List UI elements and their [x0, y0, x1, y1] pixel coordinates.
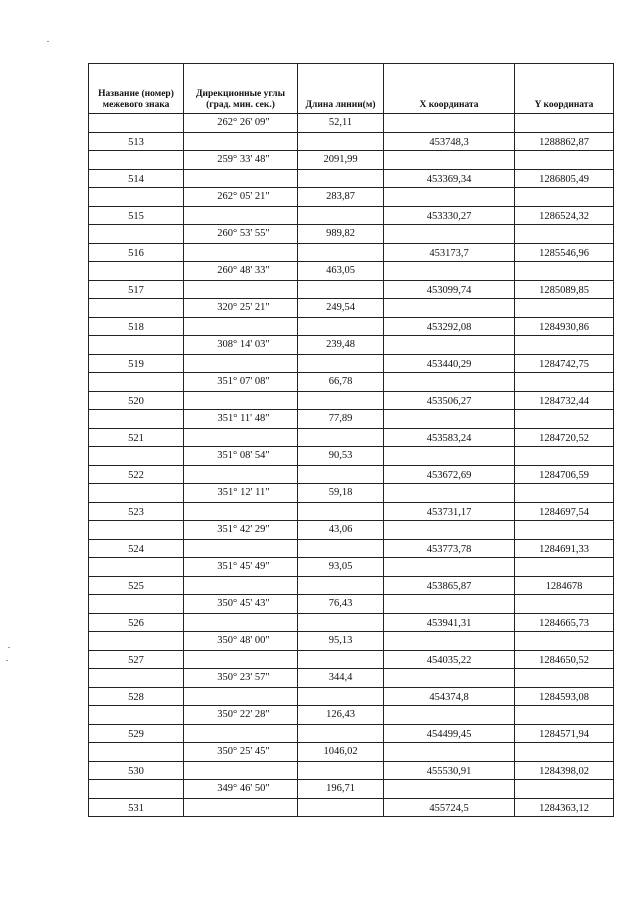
cell-angle: 320° 25' 21"	[184, 299, 298, 318]
table-row	[89, 410, 614, 429]
cell-x: 453731,17	[384, 502, 515, 521]
cell-angle: 350° 48' 00"	[184, 632, 298, 651]
cell-y: 1284678	[515, 576, 614, 595]
cell-name	[89, 336, 184, 355]
cell-angle: 349° 46' 50"	[184, 780, 298, 799]
cell-x	[384, 447, 515, 466]
cell-length: 196,71	[298, 780, 384, 799]
cell-length	[298, 317, 384, 336]
cell-y	[515, 669, 614, 688]
cell-y	[515, 780, 614, 799]
scan-speck	[8, 647, 10, 648]
table-row	[89, 521, 614, 540]
cell-length: 66,78	[298, 373, 384, 392]
table-row	[89, 243, 614, 262]
cell-y: 1284732,44	[515, 391, 614, 410]
cell-angle	[184, 650, 298, 669]
cell-angle: 350° 22' 28"	[184, 706, 298, 725]
table-body	[89, 114, 614, 817]
cell-length: 95,13	[298, 632, 384, 651]
table-row	[89, 447, 614, 466]
cell-x: 453941,31	[384, 613, 515, 632]
cell-x: 454499,45	[384, 724, 515, 743]
cell-y: 1284363,12	[515, 798, 614, 817]
cell-name	[89, 595, 184, 614]
cell-y	[515, 114, 614, 133]
cell-length: 126,43	[298, 706, 384, 725]
table-row	[89, 280, 614, 299]
cell-angle: 260° 53' 55"	[184, 225, 298, 244]
table-row	[89, 798, 614, 817]
cell-x: 453773,78	[384, 539, 515, 558]
cell-length	[298, 761, 384, 780]
table-row	[89, 151, 614, 170]
table-row	[89, 632, 614, 651]
cell-angle	[184, 465, 298, 484]
cell-x	[384, 188, 515, 207]
cell-x: 453748,3	[384, 132, 515, 151]
cell-angle: 350° 45' 43"	[184, 595, 298, 614]
cell-x	[384, 373, 515, 392]
table-row	[89, 650, 614, 669]
cell-name: 517	[89, 280, 184, 299]
table-row	[89, 317, 614, 336]
cell-name: 529	[89, 724, 184, 743]
scan-speck	[47, 41, 49, 42]
cell-name: 530	[89, 761, 184, 780]
cell-x: 453583,24	[384, 428, 515, 447]
cell-name	[89, 521, 184, 540]
cell-name	[89, 780, 184, 799]
cell-angle: 351° 11' 48"	[184, 410, 298, 429]
cell-y	[515, 558, 614, 577]
cell-angle	[184, 169, 298, 188]
cell-x	[384, 669, 515, 688]
cell-y	[515, 521, 614, 540]
cell-angle	[184, 539, 298, 558]
cell-length: 93,05	[298, 558, 384, 577]
cell-name: 523	[89, 502, 184, 521]
cell-x	[384, 151, 515, 170]
table-row	[89, 724, 614, 743]
cell-angle: 262° 05' 21"	[184, 188, 298, 207]
cell-y	[515, 447, 614, 466]
cell-x: 455530,91	[384, 761, 515, 780]
cell-name: 527	[89, 650, 184, 669]
table-row	[89, 373, 614, 392]
cell-y	[515, 262, 614, 281]
cell-angle	[184, 243, 298, 262]
cell-angle: 262° 26' 09"	[184, 114, 298, 133]
table-row	[89, 687, 614, 706]
cell-length	[298, 798, 384, 817]
cell-x	[384, 521, 515, 540]
cell-x: 453369,34	[384, 169, 515, 188]
cell-angle: 350° 23' 57"	[184, 669, 298, 688]
cell-y: 1285546,96	[515, 243, 614, 262]
cell-length	[298, 132, 384, 151]
cell-name: 528	[89, 687, 184, 706]
cell-angle	[184, 317, 298, 336]
table-row	[89, 262, 614, 281]
cell-name: 526	[89, 613, 184, 632]
cell-x: 454374,8	[384, 687, 515, 706]
cell-name: 524	[89, 539, 184, 558]
cell-angle: 351° 45' 49"	[184, 558, 298, 577]
cell-angle: 351° 12' 11"	[184, 484, 298, 503]
table-header-row	[89, 64, 614, 114]
cell-y: 1284720,52	[515, 428, 614, 447]
cell-name	[89, 188, 184, 207]
cell-angle	[184, 391, 298, 410]
table-row	[89, 706, 614, 725]
cell-length: 76,43	[298, 595, 384, 614]
cell-y	[515, 225, 614, 244]
table-row	[89, 502, 614, 521]
cell-name	[89, 114, 184, 133]
cell-x	[384, 743, 515, 762]
cell-y: 1286805,49	[515, 169, 614, 188]
table-row	[89, 336, 614, 355]
cell-angle	[184, 798, 298, 817]
cell-angle	[184, 613, 298, 632]
cell-name: 513	[89, 132, 184, 151]
table-row	[89, 539, 614, 558]
cell-x: 453865,87	[384, 576, 515, 595]
cell-angle: 351° 42' 29"	[184, 521, 298, 540]
table-row	[89, 761, 614, 780]
cell-y: 1284650,52	[515, 650, 614, 669]
cell-name	[89, 558, 184, 577]
cell-y: 1284697,54	[515, 502, 614, 521]
header-angle: Дирекционные углы (град. мин. сек.)	[184, 64, 298, 114]
cell-angle: 260° 48' 33"	[184, 262, 298, 281]
cell-y	[515, 595, 614, 614]
header-y: Y координата	[515, 64, 614, 114]
header-name: Название (номер) межевого знака	[89, 64, 184, 114]
cell-length	[298, 687, 384, 706]
cell-y: 1284398,02	[515, 761, 614, 780]
cell-x: 453440,29	[384, 354, 515, 373]
cell-x	[384, 780, 515, 799]
cell-angle	[184, 576, 298, 595]
cell-length	[298, 280, 384, 299]
table-row	[89, 595, 614, 614]
cell-length	[298, 613, 384, 632]
cell-name	[89, 447, 184, 466]
cell-x: 453099,74	[384, 280, 515, 299]
cell-name	[89, 632, 184, 651]
cell-y	[515, 706, 614, 725]
cell-angle	[184, 724, 298, 743]
cell-name: 515	[89, 206, 184, 225]
cell-angle: 350° 25' 45"	[184, 743, 298, 762]
cell-x: 455724,5	[384, 798, 515, 817]
cell-length: 59,18	[298, 484, 384, 503]
table-row	[89, 743, 614, 762]
table-row	[89, 780, 614, 799]
cell-x: 454035,22	[384, 650, 515, 669]
cell-y: 1284691,33	[515, 539, 614, 558]
cell-y: 1286524,32	[515, 206, 614, 225]
table-row	[89, 206, 614, 225]
cell-angle	[184, 206, 298, 225]
cell-x	[384, 410, 515, 429]
table-row	[89, 169, 614, 188]
cell-length: 239,48	[298, 336, 384, 355]
cell-x: 453672,69	[384, 465, 515, 484]
scan-speck	[6, 660, 8, 661]
cell-x	[384, 299, 515, 318]
table-row	[89, 576, 614, 595]
table-row	[89, 225, 614, 244]
cell-y	[515, 299, 614, 318]
cell-angle	[184, 354, 298, 373]
cell-x	[384, 225, 515, 244]
cell-y: 1284930,86	[515, 317, 614, 336]
cell-angle: 259° 33' 48"	[184, 151, 298, 170]
cell-angle	[184, 502, 298, 521]
table-row	[89, 428, 614, 447]
cell-y	[515, 632, 614, 651]
cell-angle	[184, 132, 298, 151]
cell-length: 989,82	[298, 225, 384, 244]
cell-name	[89, 262, 184, 281]
table-row	[89, 558, 614, 577]
cell-name: 514	[89, 169, 184, 188]
cell-y: 1284593,08	[515, 687, 614, 706]
cell-x	[384, 484, 515, 503]
cell-name	[89, 225, 184, 244]
cell-name	[89, 410, 184, 429]
cell-angle	[184, 280, 298, 299]
table-row	[89, 613, 614, 632]
cell-angle: 351° 08' 54"	[184, 447, 298, 466]
cell-length: 283,87	[298, 188, 384, 207]
cell-name	[89, 373, 184, 392]
cell-name: 521	[89, 428, 184, 447]
table-row	[89, 114, 614, 133]
table-row	[89, 391, 614, 410]
table-row	[89, 132, 614, 151]
cell-name: 520	[89, 391, 184, 410]
cell-length	[298, 243, 384, 262]
cell-x	[384, 262, 515, 281]
cell-angle	[184, 428, 298, 447]
cell-length	[298, 539, 384, 558]
cell-y: 1285089,85	[515, 280, 614, 299]
cell-x	[384, 114, 515, 133]
cell-angle: 351° 07' 08"	[184, 373, 298, 392]
header-length: Длина линии(м)	[298, 64, 384, 114]
cell-length	[298, 391, 384, 410]
cell-name	[89, 706, 184, 725]
cell-length: 52,11	[298, 114, 384, 133]
cell-name: 519	[89, 354, 184, 373]
cell-x	[384, 595, 515, 614]
cell-length: 249,54	[298, 299, 384, 318]
cell-length: 90,53	[298, 447, 384, 466]
cell-x: 453330,27	[384, 206, 515, 225]
cell-length	[298, 576, 384, 595]
cell-y	[515, 336, 614, 355]
cell-y	[515, 484, 614, 503]
table-row	[89, 299, 614, 318]
table-row	[89, 669, 614, 688]
cell-length: 1046,02	[298, 743, 384, 762]
cell-angle	[184, 687, 298, 706]
cell-y	[515, 151, 614, 170]
cell-x: 453506,27	[384, 391, 515, 410]
cell-y: 1284742,75	[515, 354, 614, 373]
cell-y	[515, 188, 614, 207]
cell-name	[89, 484, 184, 503]
cell-y	[515, 410, 614, 429]
cell-angle	[184, 761, 298, 780]
cell-y: 1284571,94	[515, 724, 614, 743]
cell-length	[298, 428, 384, 447]
boundary-coordinates-table	[88, 63, 614, 817]
cell-y: 1284706,59	[515, 465, 614, 484]
cell-length	[298, 502, 384, 521]
cell-name: 525	[89, 576, 184, 595]
cell-x: 453173,7	[384, 243, 515, 262]
cell-name: 522	[89, 465, 184, 484]
cell-x	[384, 558, 515, 577]
cell-length	[298, 206, 384, 225]
cell-x	[384, 632, 515, 651]
table-row	[89, 354, 614, 373]
cell-name: 531	[89, 798, 184, 817]
cell-angle: 308° 14' 03"	[184, 336, 298, 355]
cell-name	[89, 669, 184, 688]
cell-x	[384, 706, 515, 725]
table-row	[89, 484, 614, 503]
table-row	[89, 188, 614, 207]
cell-length: 43,06	[298, 521, 384, 540]
cell-y: 1288862,87	[515, 132, 614, 151]
cell-name	[89, 299, 184, 318]
cell-y	[515, 743, 614, 762]
header-x: X координата	[384, 64, 515, 114]
cell-length: 2091,99	[298, 151, 384, 170]
cell-length	[298, 354, 384, 373]
cell-name: 516	[89, 243, 184, 262]
cell-y: 1284665,73	[515, 613, 614, 632]
cell-name	[89, 151, 184, 170]
cell-name	[89, 743, 184, 762]
cell-length	[298, 465, 384, 484]
cell-length	[298, 650, 384, 669]
table-row	[89, 465, 614, 484]
cell-y	[515, 373, 614, 392]
cell-name: 518	[89, 317, 184, 336]
cell-x	[384, 336, 515, 355]
cell-length: 77,89	[298, 410, 384, 429]
cell-length	[298, 724, 384, 743]
cell-x: 453292,08	[384, 317, 515, 336]
cell-length	[298, 169, 384, 188]
cell-length: 463,05	[298, 262, 384, 281]
cell-length: 344,4	[298, 669, 384, 688]
